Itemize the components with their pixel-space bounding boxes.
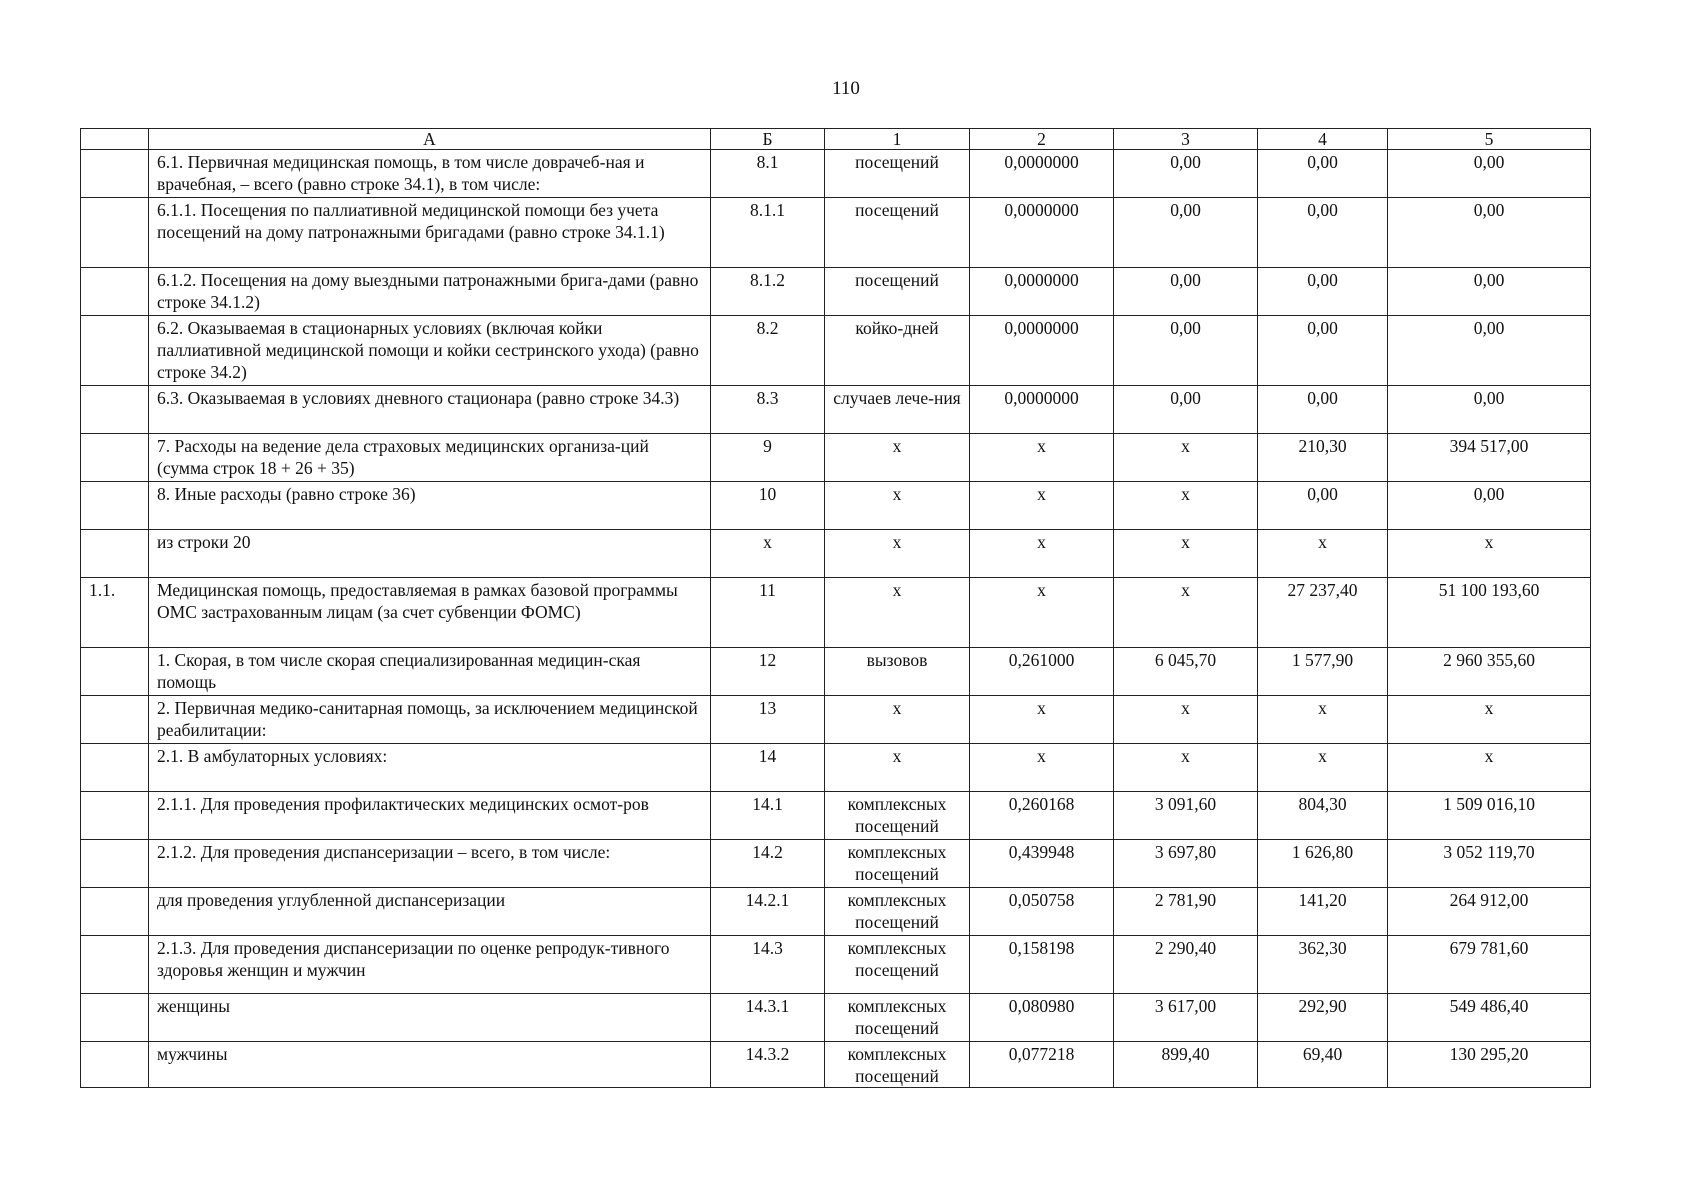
value-cell-3: 0,00 <box>1114 150 1258 198</box>
table-row <box>81 268 1591 316</box>
description-cell: 7. Расходы на ведение дела страховых медицинских организа-ций (сумма строк 18 + 26 + 35) <box>149 434 711 482</box>
row-code-cell: 14.3 <box>711 936 825 994</box>
value-cell-5: 549 486,40 <box>1388 994 1591 1042</box>
value-cell-5: 394 517,00 <box>1388 434 1591 482</box>
section-cell <box>81 316 149 386</box>
section-cell <box>81 648 149 696</box>
value-cell-5: 264 912,00 <box>1388 888 1591 936</box>
section-cell <box>81 198 149 268</box>
value-cell-5: 0,00 <box>1388 198 1591 268</box>
value-cell-3: 2 781,90 <box>1114 888 1258 936</box>
section-cell <box>81 482 149 530</box>
section-cell <box>81 696 149 744</box>
row-code-cell: 10 <box>711 482 825 530</box>
value-cell-2: х <box>970 434 1114 482</box>
header-cell: 1 <box>825 129 970 150</box>
value-cell-4: 27 237,40 <box>1258 578 1388 648</box>
value-cell-3: х <box>1114 434 1258 482</box>
unit-cell: х <box>825 482 970 530</box>
unit-cell: случаев лече-ния <box>825 386 970 434</box>
row-code-cell: 13 <box>711 696 825 744</box>
unit-cell: комплексных посещений <box>825 994 970 1042</box>
value-cell-4: 292,90 <box>1258 994 1388 1042</box>
section-cell <box>81 386 149 434</box>
unit-cell: х <box>825 578 970 648</box>
value-cell-4: 0,00 <box>1258 150 1388 198</box>
value-cell-2: 0,0000000 <box>970 198 1114 268</box>
unit-cell: комплексных посещений <box>825 888 970 936</box>
table-row <box>81 936 1591 994</box>
section-cell <box>81 150 149 198</box>
value-cell-2: 0,050758 <box>970 888 1114 936</box>
row-code-cell: 14.2.1 <box>711 888 825 936</box>
description-cell: Медицинская помощь, предоставляемая в рамках базовой программы ОМС застрахованным лицам (за счет субвенции ФОМС) <box>149 578 711 648</box>
table-row <box>81 792 1591 840</box>
value-cell-2: 0,080980 <box>970 994 1114 1042</box>
header-cell: Б <box>711 129 825 150</box>
value-cell-2: х <box>970 578 1114 648</box>
value-cell-5: 0,00 <box>1388 386 1591 434</box>
unit-cell: посещений <box>825 198 970 268</box>
value-cell-3: 0,00 <box>1114 316 1258 386</box>
unit-cell: комплексных посещений <box>825 936 970 994</box>
section-cell <box>81 888 149 936</box>
value-cell-5: 679 781,60 <box>1388 936 1591 994</box>
value-cell-3: 0,00 <box>1114 386 1258 434</box>
value-cell-5: х <box>1388 696 1591 744</box>
value-cell-4: 362,30 <box>1258 936 1388 994</box>
unit-cell: посещений <box>825 268 970 316</box>
value-cell-5: 3 052 119,70 <box>1388 840 1591 888</box>
description-cell: 2.1.2. Для проведения диспансеризации – всего, в том числе: <box>149 840 711 888</box>
unit-cell: посещений <box>825 150 970 198</box>
row-code-cell: 8.2 <box>711 316 825 386</box>
value-cell-4: 1 577,90 <box>1258 648 1388 696</box>
row-code-cell: 14 <box>711 744 825 792</box>
value-cell-2: х <box>970 744 1114 792</box>
description-cell: для проведения углубленной диспансеризации <box>149 888 711 936</box>
value-cell-3: 0,00 <box>1114 268 1258 316</box>
section-cell: 1.1. <box>81 578 149 648</box>
section-cell <box>81 994 149 1042</box>
row-code-cell: 12 <box>711 648 825 696</box>
section-cell <box>81 1042 149 1088</box>
section-cell <box>81 792 149 840</box>
description-cell: мужчины <box>149 1042 711 1088</box>
value-cell-5: х <box>1388 530 1591 578</box>
value-cell-4: 0,00 <box>1258 198 1388 268</box>
row-code-cell: 8.1.2 <box>711 268 825 316</box>
table-row <box>81 316 1591 386</box>
value-cell-4: х <box>1258 696 1388 744</box>
section-cell <box>81 434 149 482</box>
header-cell: А <box>149 129 711 150</box>
description-cell: 8. Иные расходы (равно строке 36) <box>149 482 711 530</box>
unit-cell: х <box>825 434 970 482</box>
table-row <box>81 888 1591 936</box>
table-row <box>81 150 1591 198</box>
value-cell-2: 0,260168 <box>970 792 1114 840</box>
value-cell-5: 0,00 <box>1388 150 1591 198</box>
value-cell-3: х <box>1114 530 1258 578</box>
value-cell-2: х <box>970 530 1114 578</box>
description-cell: 1. Скорая, в том числе скорая специализированная медицин-ская помощь <box>149 648 711 696</box>
value-cell-5: х <box>1388 744 1591 792</box>
unit-cell: комплексных посещений <box>825 840 970 888</box>
header-cell: 3 <box>1114 129 1258 150</box>
description-cell: 2. Первичная медико-санитарная помощь, за исключением медицинской реабилитации: <box>149 696 711 744</box>
table-row <box>81 994 1591 1042</box>
table-row <box>81 530 1591 578</box>
section-cell <box>81 840 149 888</box>
table-row <box>81 840 1591 888</box>
table-row <box>81 578 1591 648</box>
section-cell <box>81 268 149 316</box>
row-code-cell: 9 <box>711 434 825 482</box>
value-cell-2: 0,0000000 <box>970 268 1114 316</box>
value-cell-2: х <box>970 482 1114 530</box>
section-cell <box>81 530 149 578</box>
value-cell-3: 3 091,60 <box>1114 792 1258 840</box>
value-cell-5: 51 100 193,60 <box>1388 578 1591 648</box>
value-cell-4: 0,00 <box>1258 386 1388 434</box>
row-code-cell: 14.3.1 <box>711 994 825 1042</box>
table-row <box>81 386 1591 434</box>
value-cell-3: 3 617,00 <box>1114 994 1258 1042</box>
value-cell-2: 0,077218 <box>970 1042 1114 1088</box>
value-cell-3: х <box>1114 744 1258 792</box>
value-cell-4: 69,40 <box>1258 1042 1388 1088</box>
value-cell-5: 0,00 <box>1388 482 1591 530</box>
value-cell-2: 0,261000 <box>970 648 1114 696</box>
table-row <box>81 482 1591 530</box>
table-row <box>81 648 1591 696</box>
description-cell: 2.1.1. Для проведения профилактических медицинских осмот-ров <box>149 792 711 840</box>
value-cell-2: 0,0000000 <box>970 386 1114 434</box>
value-cell-5: 0,00 <box>1388 316 1591 386</box>
value-cell-4: 141,20 <box>1258 888 1388 936</box>
value-cell-4: 210,30 <box>1258 434 1388 482</box>
value-cell-4: х <box>1258 744 1388 792</box>
header-cell: 2 <box>970 129 1114 150</box>
row-code-cell: 14.1 <box>711 792 825 840</box>
value-cell-3: 0,00 <box>1114 198 1258 268</box>
value-cell-3: х <box>1114 696 1258 744</box>
description-cell: из строки 20 <box>149 530 711 578</box>
row-code-cell: 8.3 <box>711 386 825 434</box>
row-code-cell: 14.2 <box>711 840 825 888</box>
value-cell-4: 0,00 <box>1258 316 1388 386</box>
value-cell-4: х <box>1258 530 1388 578</box>
value-cell-4: 0,00 <box>1258 482 1388 530</box>
value-cell-5: 1 509 016,10 <box>1388 792 1591 840</box>
value-cell-4: 804,30 <box>1258 792 1388 840</box>
value-cell-4: 1 626,80 <box>1258 840 1388 888</box>
description-cell: 6.1.2. Посещения на дому выездными патронажными брига-дами (равно строке 34.1.2) <box>149 268 711 316</box>
description-cell: 6.1. Первичная медицинская помощь, в том числе доврачеб-ная и врачебная, – всего (равно строке 34.1), в том числе: <box>149 150 711 198</box>
value-cell-2: 0,158198 <box>970 936 1114 994</box>
description-cell: 2.1. В амбулаторных условиях: <box>149 744 711 792</box>
unit-cell: х <box>825 744 970 792</box>
value-cell-3: 899,40 <box>1114 1042 1258 1088</box>
section-cell <box>81 744 149 792</box>
row-code-cell: 14.3.2 <box>711 1042 825 1088</box>
value-cell-2: х <box>970 696 1114 744</box>
unit-cell: х <box>825 696 970 744</box>
row-code-cell: 8.1.1 <box>711 198 825 268</box>
description-cell: 2.1.3. Для проведения диспансеризации по оценке репродук-тивного здоровья женщин и мужчин <box>149 936 711 994</box>
header-cell: 4 <box>1258 129 1388 150</box>
value-cell-5: 0,00 <box>1388 268 1591 316</box>
row-code-cell: 8.1 <box>711 150 825 198</box>
value-cell-5: 130 295,20 <box>1388 1042 1591 1088</box>
value-cell-5: 2 960 355,60 <box>1388 648 1591 696</box>
unit-cell: койко-дней <box>825 316 970 386</box>
description-cell: 6.1.1. Посещения по паллиативной медицинской помощи без учета посещений на дому патронажными бригадами (равно строке 34.1.1) <box>149 198 711 268</box>
description-cell: 6.3. Оказываемая в условиях дневного стационара (равно строке 34.3) <box>149 386 711 434</box>
value-cell-3: х <box>1114 482 1258 530</box>
unit-cell: х <box>825 530 970 578</box>
section-cell <box>81 936 149 994</box>
description-cell: женщины <box>149 994 711 1042</box>
value-cell-2: 0,0000000 <box>970 150 1114 198</box>
value-cell-4: 0,00 <box>1258 268 1388 316</box>
table-row <box>81 744 1591 792</box>
data-table <box>80 128 1591 1088</box>
header-cell: 5 <box>1388 129 1591 150</box>
value-cell-2: 0,439948 <box>970 840 1114 888</box>
unit-cell: комплексных посещений <box>825 1042 970 1088</box>
table-row <box>81 1042 1591 1088</box>
value-cell-3: х <box>1114 578 1258 648</box>
table-row <box>81 696 1591 744</box>
value-cell-2: 0,0000000 <box>970 316 1114 386</box>
value-cell-3: 6 045,70 <box>1114 648 1258 696</box>
value-cell-3: 3 697,80 <box>1114 840 1258 888</box>
unit-cell: вызовов <box>825 648 970 696</box>
unit-cell: комплексных посещений <box>825 792 970 840</box>
table-row <box>81 198 1591 268</box>
table-row <box>81 434 1591 482</box>
row-code-cell: 11 <box>711 578 825 648</box>
header-row <box>81 129 1591 150</box>
header-cell <box>81 129 149 150</box>
value-cell-3: 2 290,40 <box>1114 936 1258 994</box>
row-code-cell: х <box>711 530 825 578</box>
page-number: 110 <box>832 78 860 99</box>
description-cell: 6.2. Оказываемая в стационарных условиях (включая койки паллиативной медицинской помощи и койки сестринского ухода) (равно строке 34.2) <box>149 316 711 386</box>
